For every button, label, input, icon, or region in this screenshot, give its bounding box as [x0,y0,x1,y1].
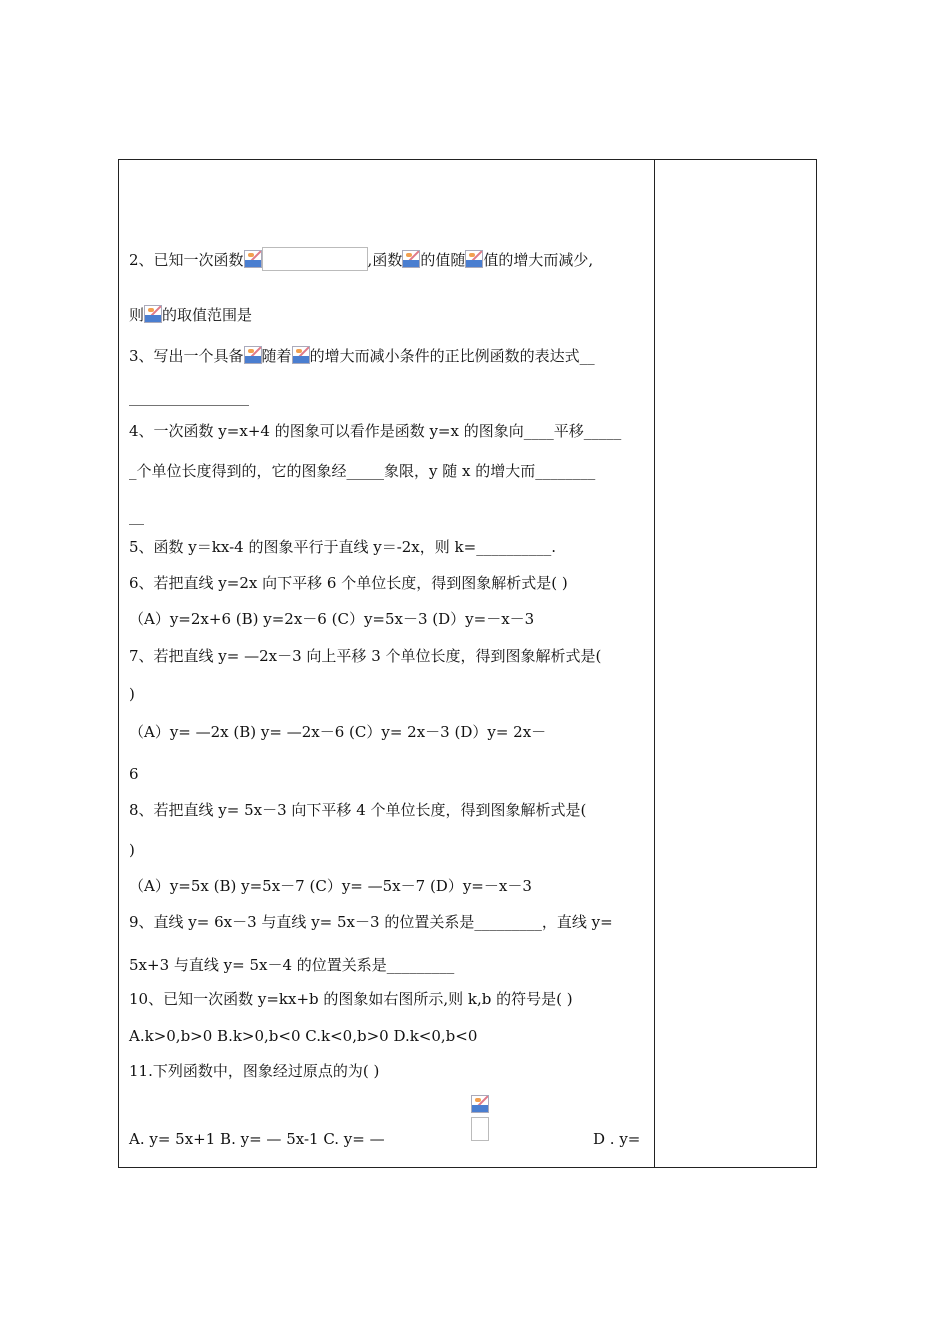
question-3-line-2: ________________ [129,388,249,406]
question-2-line-1: 2、已知一次函数 ,函数 的值随 值的增大而减少, [129,247,593,271]
question-8-options: （A）y=5x (B) y=5x－7 (C）y= —5x－7 (D）y=－x－3 [129,877,532,895]
question-4-line-2: _个单位长度得到的，它的图象经_____象限，y 随 x 的增大而________ [129,462,596,480]
question-7-options: （A）y= —2x (B) y= —2x－6 (C）y= 2x－3 (D）y= 2x－ [129,723,547,741]
question-6-line-1: 6、若把直线 y=2x 向下平移 6 个单位长度，得到图象解析式是( ) [129,574,568,592]
question-4-line-3: __ [129,507,144,525]
formula-image-icon [144,305,162,323]
question-3-line-1: 3、写出一个具备 随着 的增大而减小条件的正比例函数的表达式__ [129,347,595,365]
question-8-line-1: 8、若把直线 y= 5x－3 向下平移 4 个单位长度，得到图象解析式是( [129,801,587,819]
question-11-line-1: 11.下列函数中，图象经过原点的为( ) [129,1062,380,1080]
question-7-line-1: 7、若把直线 y= —2x－3 向上平移 3 个单位长度，得到图象解析式是( [129,647,602,665]
question-11-options: A. y= 5x+1 B. y= — 5x-1 C. y= — [129,1130,385,1148]
formula-image-icon [292,346,310,364]
formula-image-icon [244,346,262,364]
formula-image-icon [471,1095,489,1113]
question-6-options: （A）y=2x+6 (B) y=2x－6 (C）y=5x－3 (D）y=－x－3 [129,610,535,628]
formula-image-icon [244,250,262,268]
question-7-options-cont: 6 [129,765,139,783]
formula-image-frame [471,1117,489,1141]
question-8-line-2: ) [129,841,135,859]
column-divider [654,160,655,1167]
question-10-line-1: 10、已知一次函数 y=kx+b 的图象如右图所示,则 k,b 的符号是( ) [129,990,573,1008]
worksheet-table [118,159,817,1168]
question-9-line-1: 9、直线 y= 6x－3 与直线 y= 5x－3 的位置关系是_________，直线 y= [129,913,613,931]
formula-image-icon [402,250,420,268]
formula-image-icon [465,250,483,268]
question-2-line-2: 则 的取值范围是 [129,306,253,324]
question-11-option-d: D . y= [593,1130,641,1148]
question-9-line-2: 5x+3 与直线 y= 5x－4 的位置关系是_________ [129,956,455,974]
question-5: 5、函数 y＝kx-4 的图象平行于直线 y＝-2x，则 k=__________. [129,538,556,556]
question-10-options: A.k>0,b>0 B.k>0,b<0 C.k<0,b>0 D.k<0,b<0 [129,1027,478,1045]
formula-image-frame [262,247,368,271]
question-7-line-2: ) [129,685,135,703]
question-4-line-1: 4、一次函数 y=x+4 的图象可以看作是函数 y=x 的图象向____平移_____ [129,422,622,440]
